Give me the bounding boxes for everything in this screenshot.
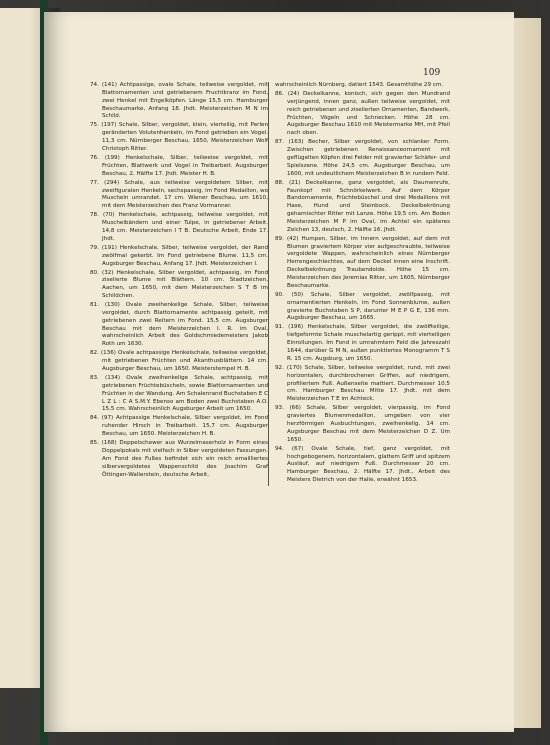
catalog-entry: 89. (42) Humpen, Silber, im Innern vergoldet, auf dem mit Blumen graviertem Körper vier aufgeschraubte, teilweise vergoldete Wappen, wahrscheinlich eines Nürnberger Herrengeschlechtes, auf dem Deckel innen eine Inschrift. Deckelbekrönung Traubendolde. Höhe 15 cm. Meisterzeichen des Jeremias Ritter, um 1605, Nürnberger Beschaumarke. bbox=[275, 235, 450, 289]
catalog-entry: 83. (134) Ovale zweihenkelige Schale, achtpassig, mit getriebenen Früchtebüscheln, sowie Blattornamenten und Früchten in der Wandung. Am Schalenrand Buchstaben E C L Z L : C A S.M.Y. Ebenso am Boden zwei Buchstaben A.O. 15,5 cm. Wahrscheinlich Augsburger Arbeit um 1650. bbox=[90, 375, 268, 413]
catalog-entry: 88. (21) Deckelkanne, ganz vergoldet, als Daumenrufe, Faunkopf mit Schnörkelwerk. Auf dem Körper Bandornamente, Früchtebüschel und drei Medaillons mit Hase, Hund und Steinbock. Deckelbekrönung geharnischter Ritter mit Lanze. Höhe 19,5 cm. Am Boden Meisterzeichen M P im Oval, im Achtel ein späteres Zeichen 13, deutsch, 2. Hälfte 16. Jhdt. bbox=[275, 179, 450, 233]
catalog-entry: 93. (66) Schale, Silber vergoldet, vierpassig, im Fond graviertes Blumenmedaillon, umgeben von vier herzförmigen Ausbuchtungen, zweihenkelig, 14 cm. Augsburger Beschau mit dem Meisterzeichen D Z. Um 1650. bbox=[275, 405, 450, 443]
catalog-entry: 86. (24) Deckelkanne, konisch, sich gegen den Mundrand verjüngend, innen ganz, außen teilweise vergoldet, mit reich getriebenen und ziselierten Ornamenten, Bandwerk, Früchten, Vögeln und Schnecken. Höhe 28 cm. Augsburger Beschau 1610 mit Meistermarke MH, mit Pfeil nach oben. bbox=[275, 91, 450, 137]
catalog-entry: 87. (163) Becher, Silber vergoldet, von schlanker Form. Zwischen getriebenen Renaissanceornament mit geflügelten Köpfen drei Felder mit gravierter Schäfer- und Spielszene. Höhe 24,5 cm. Augsburger Beschau, um 1600, mit undeutlichem Meisterzeichen B in rundem Feld. bbox=[275, 139, 450, 177]
catalog-entry: 82. (136) Ovale achtpassige Henkelschale, teilweise vergoldet, mit getriebenen Früchten und Akanthusblättern. 14 cm. Augsburger Beschau, um 1650. Meisterstempel H. B. bbox=[90, 350, 268, 373]
right-column bbox=[268, 82, 450, 486]
catalog-entry: 78. (70) Henkelschale, achtpassig, teilweise vergoldet, mit Muschelbändern und einer Tulpe, in getriebener Arbeit. 14,8 cm. Meisterzeichen I T B. Deutsche Arbeit, Ende 17. Jhdt. bbox=[90, 212, 268, 242]
catalog-entry: 85. (168) Doppelschewer aus Wurzelmaserholz in Form eines Doppelpokals mit vielfach in Silber vergoldeten Fassungen. Am Fond des Fußes befindet sich ein reich emailliertes silbervergoldetes Wappenschild des Joachim Graf Öttingen-Wallerstein, deutsche Arbeit, bbox=[90, 440, 268, 478]
catalog-entry: 92. (170) Schale, Silber, teilweise vergoldet, rund, mit zwei horizontalen, durchbrochenen Griffen, auf niedrigem, profiliertem Fuß. Außenseite mattiert. Durchmesser 10,5 cm. Hamburger Beschau Mitte 17. Jhdt. mit dem Meisterzeichen T E im Achteck. bbox=[275, 364, 450, 403]
catalog-entry: 79. (191) Henkelschale, Silber, teilweise vergoldet, der Rand zwölfmal gekerbt. Im Fond getriebene Blume. 11,5 cm. Augsburger Beschau, Anfang 17. Jhdt. Meisterzeichen I. bbox=[90, 244, 268, 267]
catalog-entry: 94. (67) Ovale Schale, tief, ganz vergoldet, mit hochgebogenem, horizontalem, glattem Griff und spitzem Ausläuf, auf niedrigem Fuß. Durchmesser 20 cm. Hamburger Beschau, 2. Hälfte 17. Jhdt., Arbeit des Meisters Dietrich von der Halle, erwähnt 1653. bbox=[275, 445, 450, 484]
catalog-entry: 84. (97) Achtpassige Henkelschale, Silber vergoldet, im Fond ruhender Hirsch in Treibarbeit. 15,7 cm. Augsburger Beschau, um 1650. Meisterzeichen H. B. bbox=[90, 415, 268, 438]
catalog-entry: 77. (294) Schale, aus teilweise vergoldetem Silber, mit zweifiguralen Henkeln, sechspassig, im Fond Medaillon, wo Muscheln umrandet. 17 cm. Wiener Beschau, um 1610, mit dem Meisterzeichen des Franz Vormanner. bbox=[90, 179, 268, 210]
page-stack-edge bbox=[510, 18, 541, 728]
left-column bbox=[90, 82, 268, 481]
catalog-entry: 90. (50) Schale, Silber vergoldet, zwölfpassig, mit ornamentierten Henkeln, im Fond Sonnenblume, außen gravierte Buchstaben S P, darunter M E P G E, 136 mm. Augsburger Beschau, um 1665. bbox=[275, 291, 450, 322]
catalog-entry: 81. (130) Ovale zweihenkelige Schale, Silber, teilweise vergoldet, durch Blattornamente achtpassig geteilt, mit getriebenen zwei Reitern im Fond. 15,5 cm. Augsburger Beschau mit dem Meisterzeichen I. R. im Oval, wahrscheinlich Arbeit des Goldschmiedemeisters Jakob Roth um 1630. bbox=[90, 302, 268, 348]
catalog-entry: 76. (199) Henkelschale, Silber, teilweise vergoldet, mit Früchten, Blattwerk und Vogel in Treibarbeit. Augsburger Beschau, 2. Hälfte 17. Jhdt. Meister H. B. bbox=[90, 154, 268, 177]
catalog-entry: wahrscheinlich Nürnberg, datiert 1543. Gesamthöhe 29 cm. bbox=[275, 82, 444, 88]
catalog-entry: 75. (197) Schale, Silber, vergoldet, klein, vierteilig, mit Perlen geränderten Volutenhenkeln, im Fond getrieben ein Vogel. 11,3 cm. Nürnberger Beschau, 1650, Meisterzeichen Wolf Christoph Ritter. bbox=[90, 122, 268, 152]
catalog-entry: 80. (32) Henkelschale, Silber vergoldet, achtpassig, im Fond ziselierte Blume mit Blättern. 10 cm. Stadtzeichen, Aachen, um 1650, mit dem Meisterzeichen S T B im Schildchen. bbox=[90, 269, 268, 300]
catalog-entry: 74. (141) Achtpassige, ovale Schale, teilweise vergoldet, mit Blattornamenten und getriebenem Fruchtkranz im Fond, zwei Henkel mit Engelköpfen. Länge 15,5 cm. Hamburger Beschaumarke, Anfang 18. Jhdt. Meisterzeichen M N im Schild. bbox=[90, 82, 268, 120]
catalog-entry: 91. (196) Henkelschale, Silber vergoldet, die zwölfteilige, tiefgeformte Schale muschelartig gerippt, mit vierteiligen Einrollungen. Im Fond in umrahmtem Feld die Jahreszahl 1644, darüber G M N, außen punktiertes Monogramm T S R. 15 cm. Augsburg, um 1650. bbox=[275, 324, 450, 362]
page-number: 109 bbox=[423, 68, 441, 78]
